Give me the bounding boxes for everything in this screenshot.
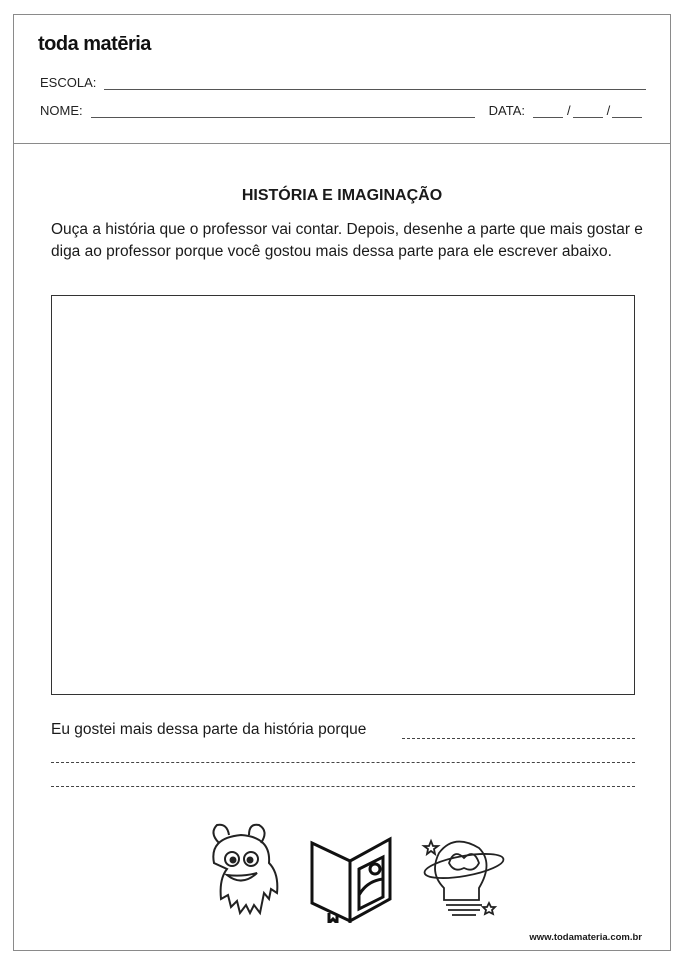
date-month-field[interactable]	[573, 116, 603, 118]
date-separator: /	[566, 103, 571, 118]
open-book-icon	[307, 833, 402, 923]
name-date-row	[40, 103, 646, 118]
date-year-field[interactable]	[612, 116, 642, 118]
activity-title: HISTÓRIA E IMAGINAÇÃO	[241, 187, 443, 204]
name-field[interactable]	[91, 116, 475, 118]
answer-line-2[interactable]	[51, 762, 635, 763]
instructions: Ouça a história que o professor vai contar. Depois, desenhe a parte que mais gostar e diga ao professor porque você gostou mais dessa parte para ele escrever abaixo.	[51, 221, 643, 260]
drawing-area[interactable]	[51, 295, 635, 695]
header-divider	[14, 143, 670, 144]
date-separator: /	[606, 103, 611, 118]
worksheet-page	[13, 14, 671, 951]
date-day-field[interactable]	[533, 116, 563, 118]
date-label: DATA:	[488, 103, 525, 118]
brain-lightbulb-icon	[419, 833, 509, 923]
monster-icon	[199, 823, 284, 918]
answer-prompt: Eu gostei mais dessa parte da história porque	[51, 721, 367, 738]
logo: toda matēria	[38, 33, 151, 55]
name-label: NOME:	[40, 103, 83, 118]
school-field[interactable]	[104, 88, 646, 90]
answer-line-3[interactable]	[51, 786, 635, 787]
school-label: ESCOLA:	[40, 75, 97, 90]
footer-url[interactable]: www.todamateria.com.br	[529, 932, 642, 943]
school-row	[40, 75, 646, 90]
illustrations	[199, 823, 519, 923]
answer-line-1[interactable]	[402, 738, 635, 739]
